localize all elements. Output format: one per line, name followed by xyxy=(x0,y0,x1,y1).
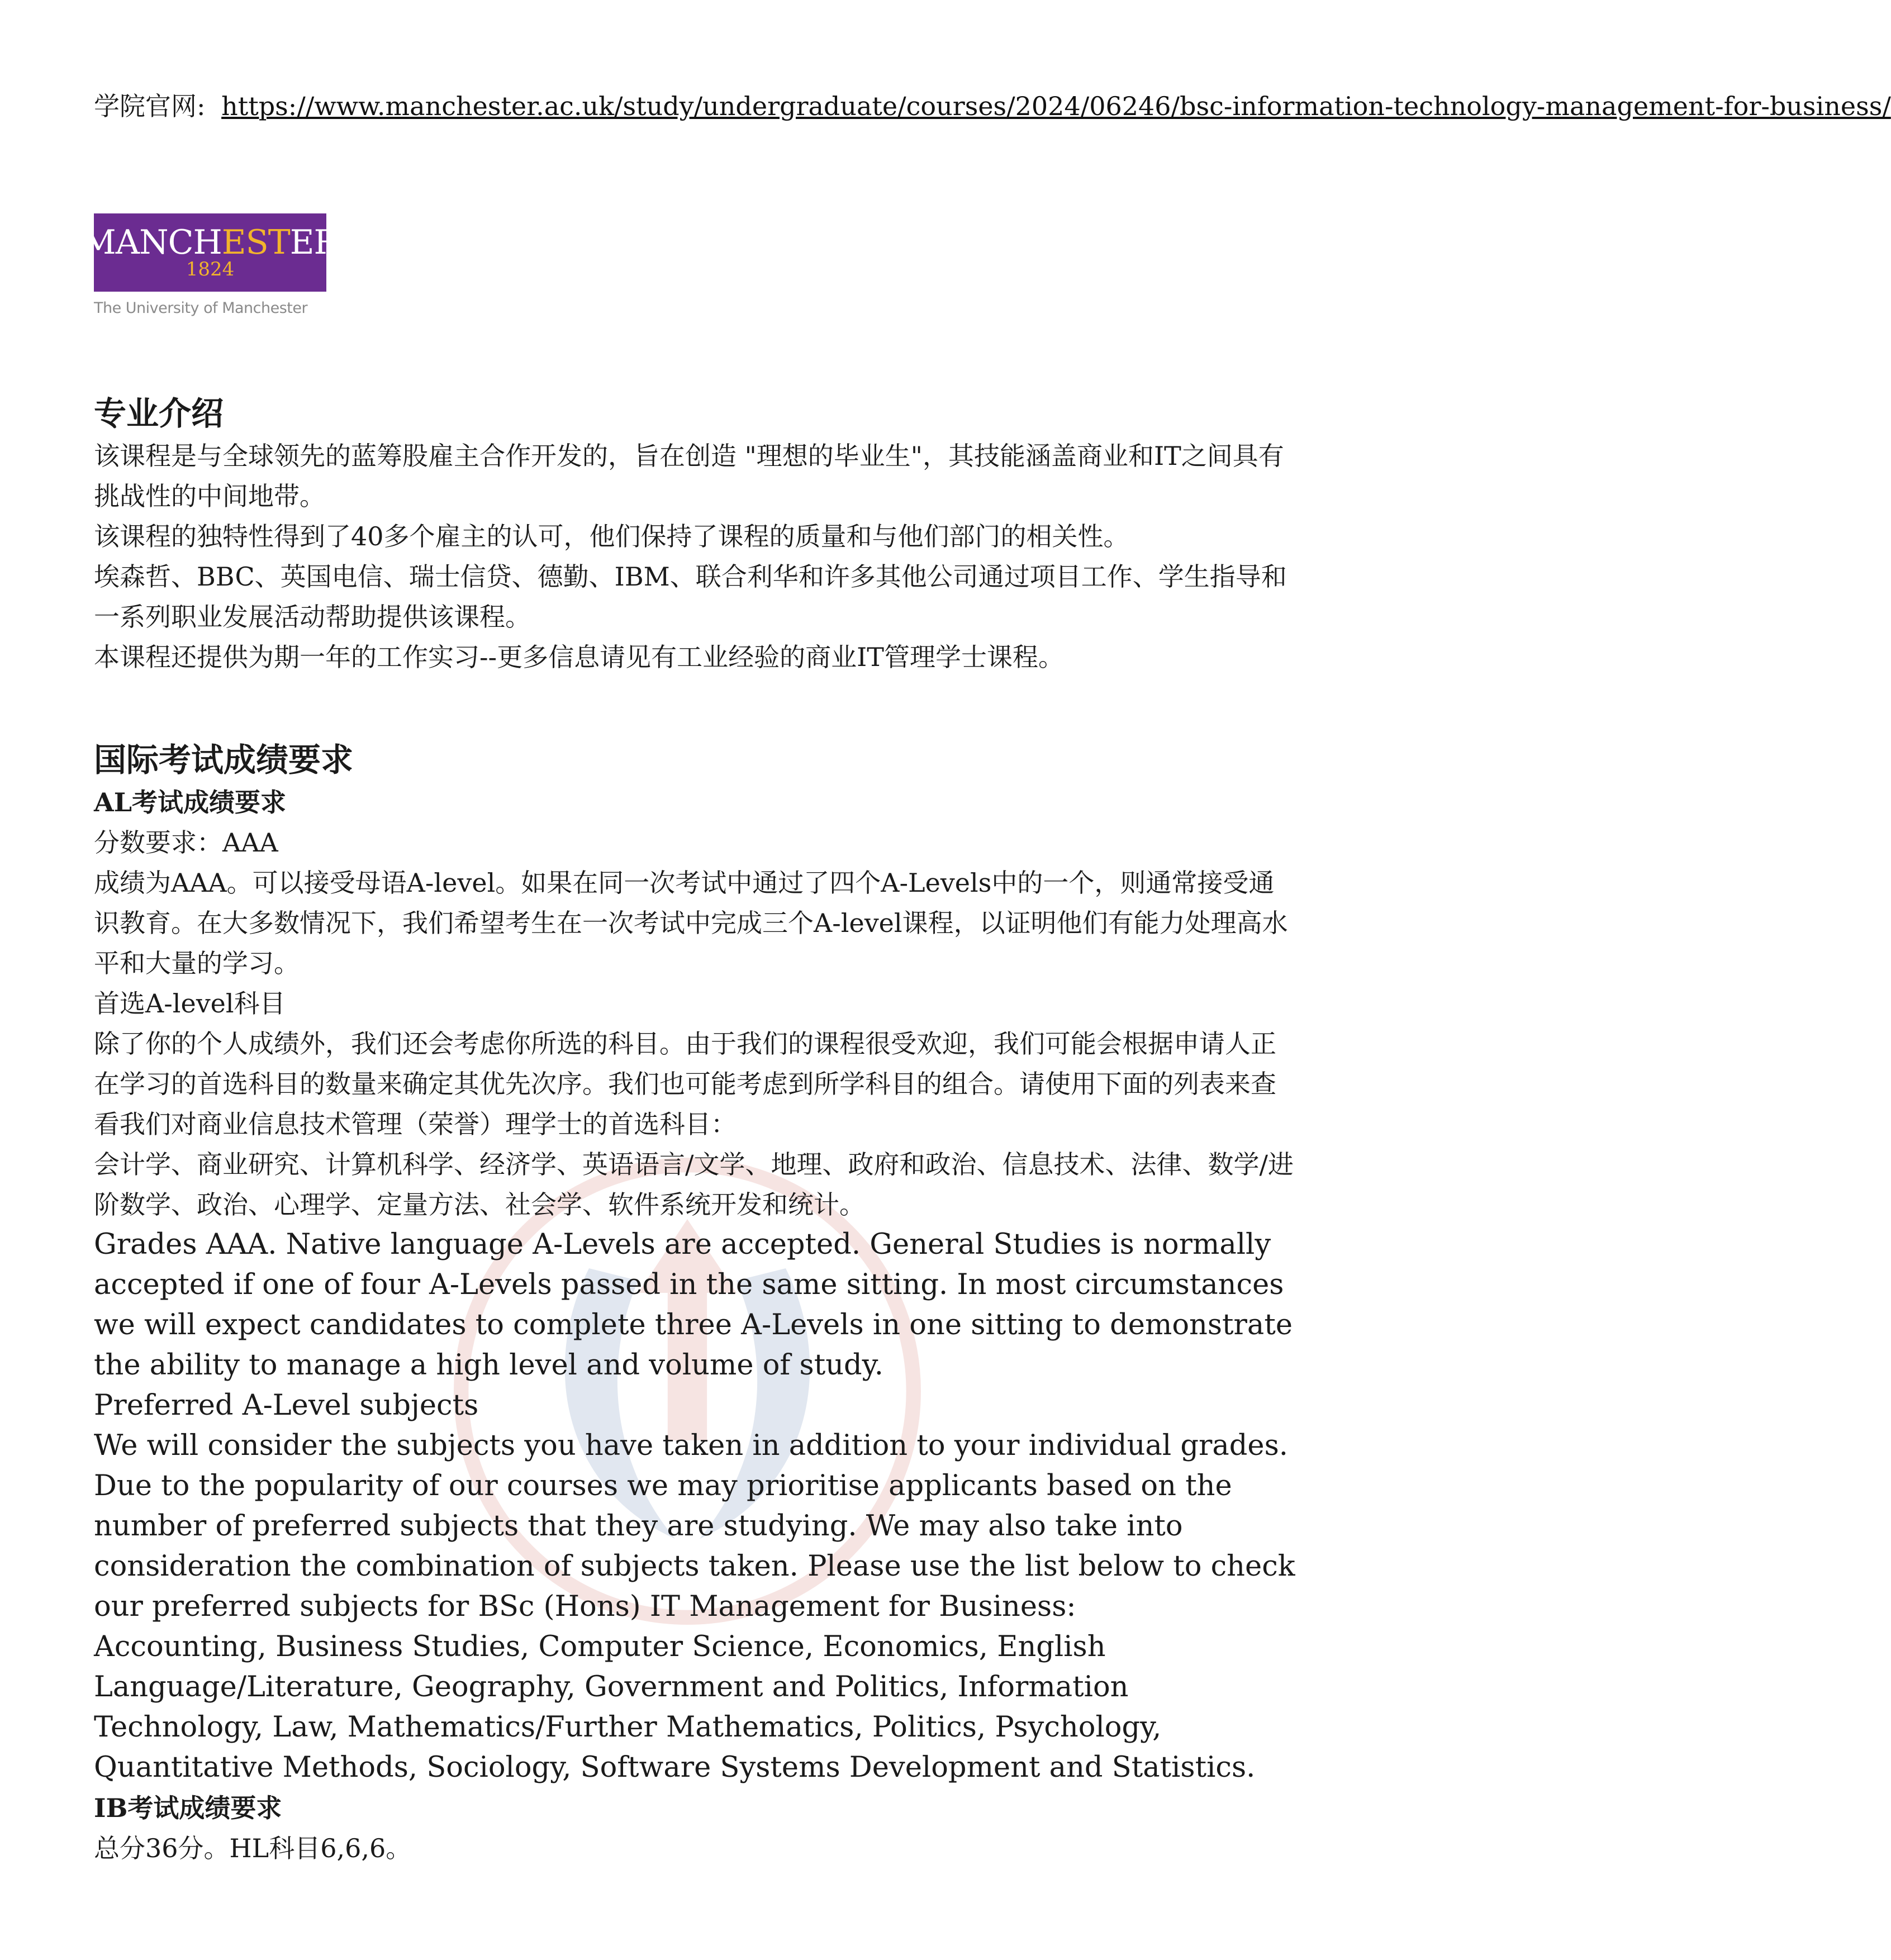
al-zh-paragraph: 首选A-level科目 xyxy=(94,988,286,1019)
intro-paragraph: 本课程还提供为期一年的工作实习--更多信息请见有工业经验的商业IT管理学士课程。 xyxy=(94,642,1064,672)
al-en-paragraph: Grades AAA. Native language A-Levels are accepted. General Studies is normally accepted if one of four A-Levels passed in the same sitting. In most circumstances we will expect candidates to complete three A-Levels in one sitting to demonstrate the ability to manage a high level and volume of study. xyxy=(94,1228,1293,1382)
al-score: 分数要求：AAA xyxy=(94,827,278,858)
ib-text: 总分36分。HL科目6,6,6。 xyxy=(94,1833,412,1863)
university-logo xyxy=(82,213,339,342)
requirements-title: 国际考试成绩要求 xyxy=(94,741,354,779)
logo-badge xyxy=(82,213,339,292)
intro-paragraph: 该课程的独特性得到了40多个雇主的认可，他们保持了课程的质量和与他们部门的相关性。 xyxy=(94,521,1129,551)
intro-paragraph: 埃森哲、BBC、英国电信、瑞士信贷、德勤、IBM、联合利华和许多其他公司通过项目工作、学生指导和一系列职业发展活动帮助提供该课程。 xyxy=(94,562,1287,632)
ib-heading: IB考试成绩要求 xyxy=(94,1793,282,1823)
website-link[interactable]: https://www.manchester.ac.uk/study/undergraduate/courses/2024/06246/bsc-information-technology-management-for-business/ xyxy=(221,91,1891,121)
document-page xyxy=(82,84,1891,1868)
logo-subtitle: The University of Manchester xyxy=(94,299,308,317)
al-en-paragraph: Accounting, Business Studies, Computer Science, Economics, English Language/Literature, Geography, Government and Politics, Information Technology, Law, Mathematics/Further Mathematics, Politics, Psychology, Quantitative Methods, Sociology, Software Systems Development and Statistics. xyxy=(94,1630,1256,1784)
al-en-paragraph: We will consider the subjects you have taken in addition to your individual grades. Due to the popularity of our courses we may prioritise applicants based on the number of preferred subjects that they are studying. We may also take into consideration the combination of subjects taken. Please use the list below to check our preferred subjects for BSc (Hons) IT Management for Business: xyxy=(94,1429,1295,1623)
logo-year: 1824 xyxy=(186,258,235,280)
al-heading: AL考试成绩要求 xyxy=(94,787,287,817)
website-label: 学院官网: xyxy=(94,91,206,121)
logo-wordmark: MANCHESTER xyxy=(82,223,339,262)
intro-title: 专业介绍 xyxy=(94,394,224,432)
intro-paragraph: 该课程是与全球领先的蓝筹股雇主合作开发的，旨在创造 "理想的毕业生"，其技能涵盖商业和IT之间具有挑战性的中间地带。 xyxy=(94,441,1284,511)
al-en-paragraph: Preferred A-Level subjects xyxy=(94,1389,479,1422)
website-line xyxy=(94,84,1891,129)
al-zh-paragraph: 会计学、商业研究、计算机科学、经济学、英语语言/文学、地理、政府和政治、信息技术、法律、数学/进阶数学、政治、心理学、定量方法、社会学、软件系统开发和统计。 xyxy=(94,1149,1294,1220)
al-zh-paragraph: 成绩为AAA。可以接受母语A-level。如果在同一次考试中通过了四个A-Levels中的一个，则通常接受通识教育。在大多数情况下，我们希望考生在一次考试中完成三个A-level课程，以证明他们有能力处理高水平和大量的学习。 xyxy=(94,868,1288,978)
intro-section xyxy=(94,391,1295,677)
requirements-section xyxy=(94,738,1295,1868)
al-zh-paragraph: 除了你的个人成绩外，我们还会考虑你所选的科目。由于我们的课程很受欢迎，我们可能会根据申请人正在学习的首选科目的数量来确定其优先次序。我们也可能考虑到所学科目的组合。请使用下面的列表来查看我们对商业信息技术管理（荣誉）理学士的首选科目： xyxy=(94,1029,1276,1139)
